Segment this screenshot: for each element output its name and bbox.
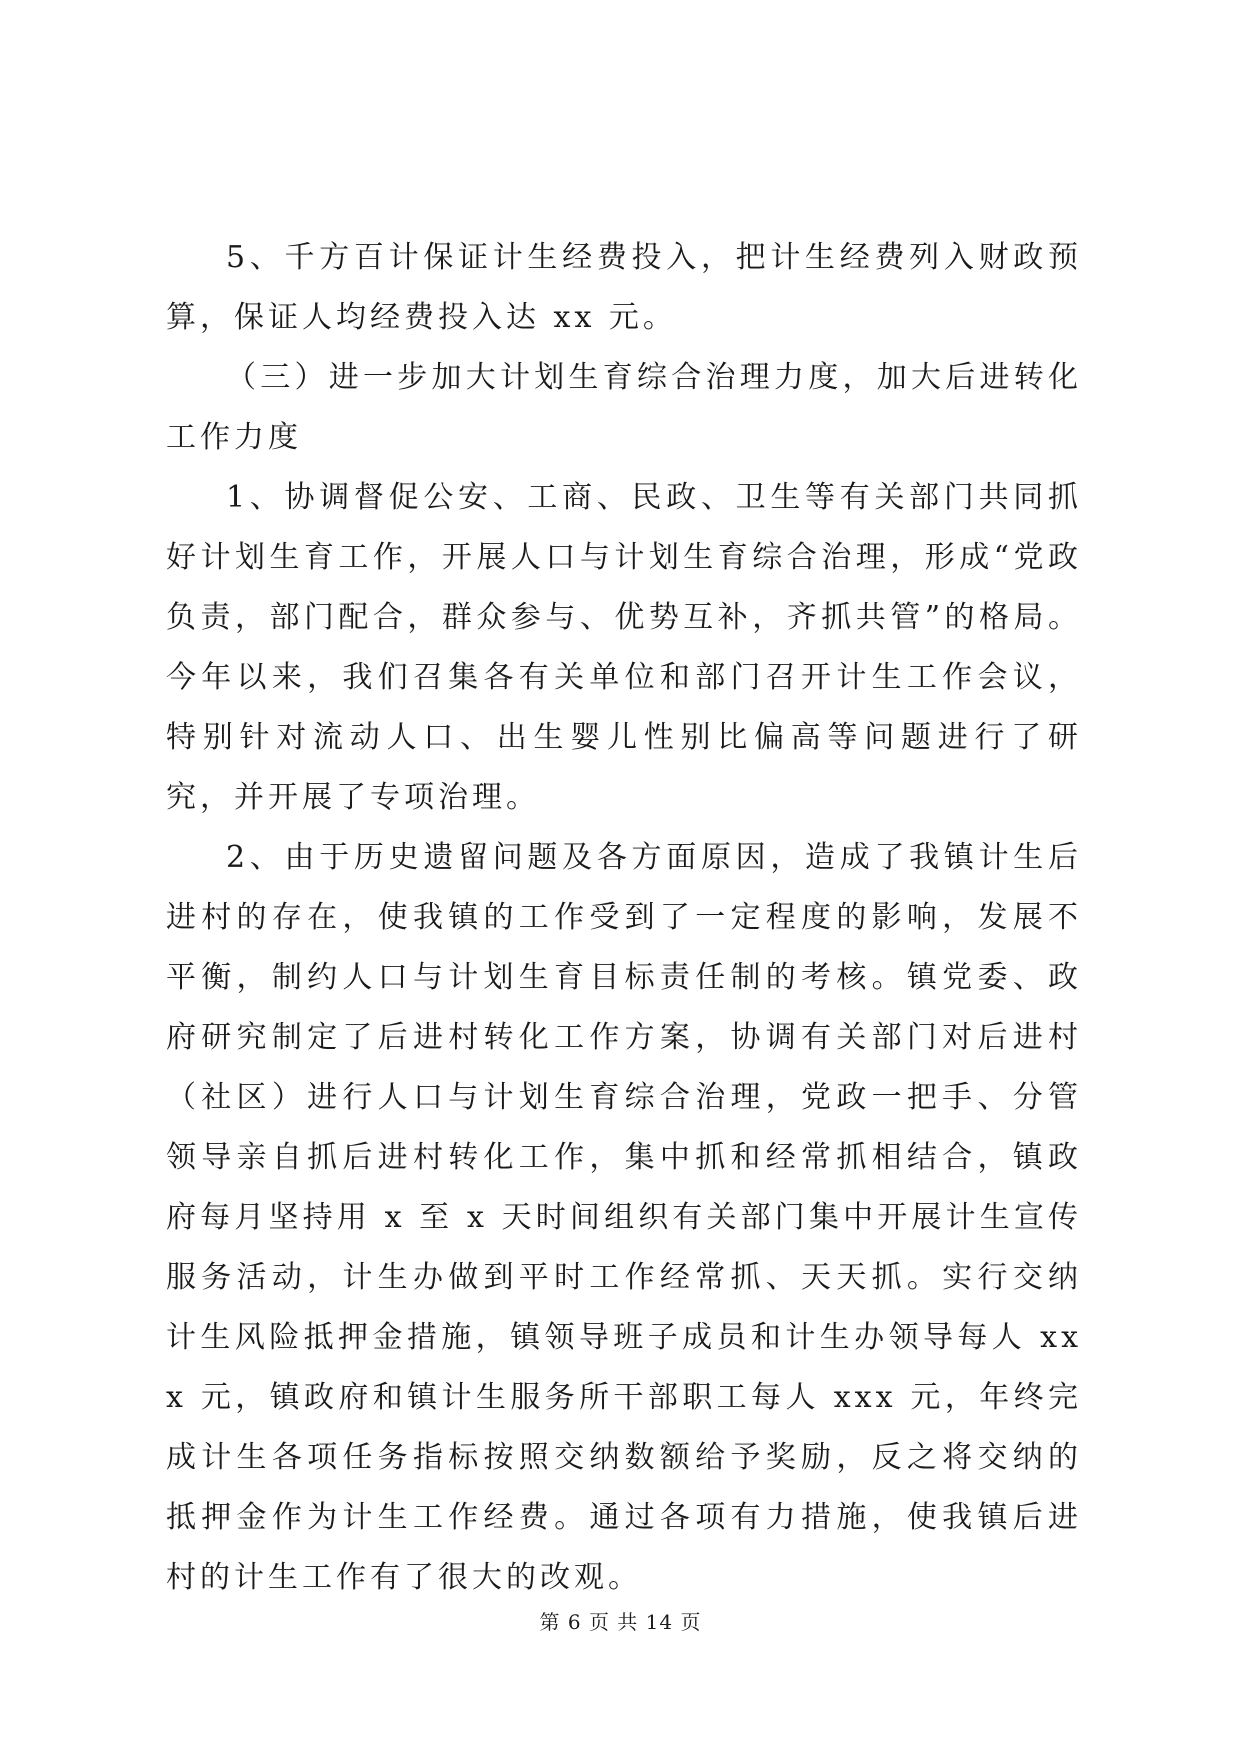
page-number-footer: 第 6 页 共 14 页 <box>539 1610 702 1634</box>
document-body <box>166 228 1082 1608</box>
section-heading-3: （三）进一步加大计划生育综合治理力度，加大后进转化工作力度 <box>166 360 1082 455</box>
paragraph-lagging-villages: 2、由于历史遗留问题及各方面原因，造成了我镇计生后进村的存在，使我镇的工作受到了一定程度的影响，发展不平衡，制约人口与计划生育目标责任制的考核。镇党委、政府研究制定了后进村转化工作方案，协调有关部门对后进村（社区）进行人口与计划生育综合治理，党政一把手、分管领导亲自抓后进村转化工作，集中抓和经常抓相结合，镇政府每月坚持用 x 至 x 天时间组织有关部门集中开展计生宣传服务活动，计生办做到平时工作经常抓、天天抓。实行交纳计生风险抵押金措施，镇领导班子成员和计生办领导每人 xxx 元，镇政府和镇计生服务所干部职工每人 xxx 元，年终完成计生各项任务指标按照交纳数额给予奖励，反之将交纳的抵押金作为计生工作经费。通过各项有力措施，使我镇后进村的计生工作有了很大的改观。 <box>166 840 1082 1595</box>
paragraph-coordination: 1、协调督促公安、工商、民政、卫生等有关部门共同抓好计划生育工作，开展人口与计划生育综合治理，形成“党政负责，部门配合，群众参与、优势互补，齐抓共管”的格局。今年以来，我们召集各有关单位和部门召开计生工作会议，特别针对流动人口、出生婴儿性别比偏高等问题进行了研究，并开展了专项治理。 <box>166 480 1082 815</box>
paragraph-funding: 5、千方百计保证计生经费投入，把计生经费列入财政预算，保证人均经费投入达 xx 元。 <box>166 240 1082 335</box>
